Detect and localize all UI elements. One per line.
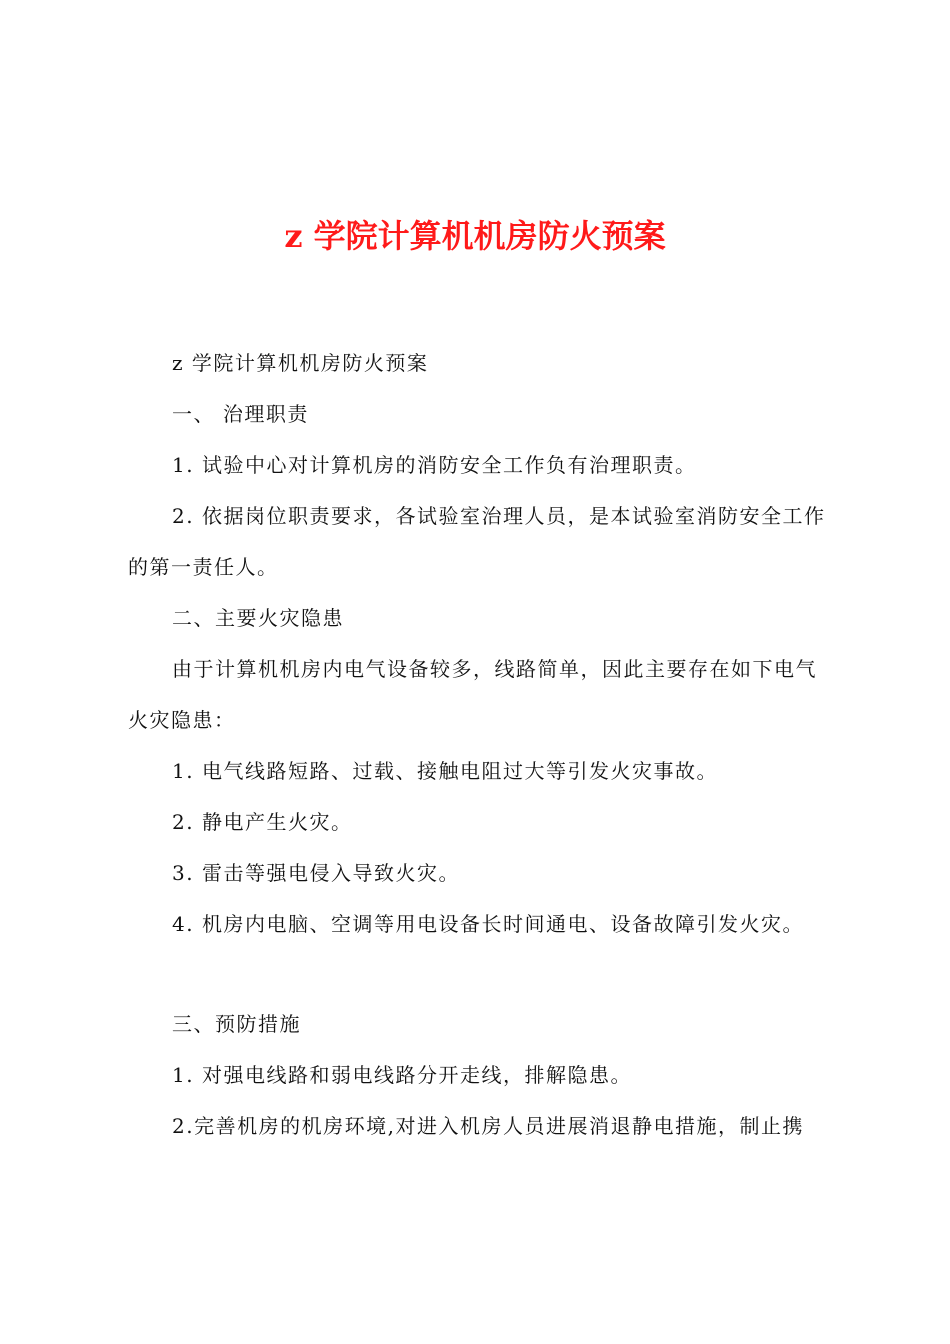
paragraph-spacer xyxy=(128,950,834,999)
paragraph-item: 2. 依据岗位职责要求，各试验室治理人员，是本试验室消防安全工作的第一责任人。 xyxy=(128,504,826,579)
paragraph-item: 2. 静电产生火灾。 xyxy=(172,810,353,834)
section-heading-hazards: 二、主要火灾隐患 xyxy=(172,606,344,630)
document-body xyxy=(128,338,834,1152)
document-title: z 学院计算机机房防火预案 xyxy=(284,217,666,255)
paragraph-intro: 由于计算机机房内电气设备较多，线路简单，因此主要存在如下电气火灾隐患： xyxy=(128,657,817,732)
section-heading-responsibility: 一、 治理职责 xyxy=(172,402,309,426)
paragraph-item: 1. 试验中心对计算机房的消防安全工作负有治理职责。 xyxy=(172,453,697,477)
paragraph-item: 1. 对强电线路和弱电线路分开走线，排解隐患。 xyxy=(172,1063,632,1087)
paragraph-item: 2.完善机房的机房环境,对进入机房人员进展消退静电措施，制止携 xyxy=(172,1114,804,1138)
paragraph-subtitle: z 学院计算机机房防火预案 xyxy=(172,351,429,375)
paragraph-item: 1. 电气线路短路、过载、接触电阻过大等引发火灾事故。 xyxy=(172,759,718,783)
section-heading-prevention: 三、预防措施 xyxy=(172,1012,301,1036)
paragraph-item: 3. 雷击等强电侵入导致火灾。 xyxy=(172,861,460,885)
paragraph-item: 4. 机房内电脑、空调等用电设备长时间通电、设备故障引发火灾。 xyxy=(172,912,804,936)
